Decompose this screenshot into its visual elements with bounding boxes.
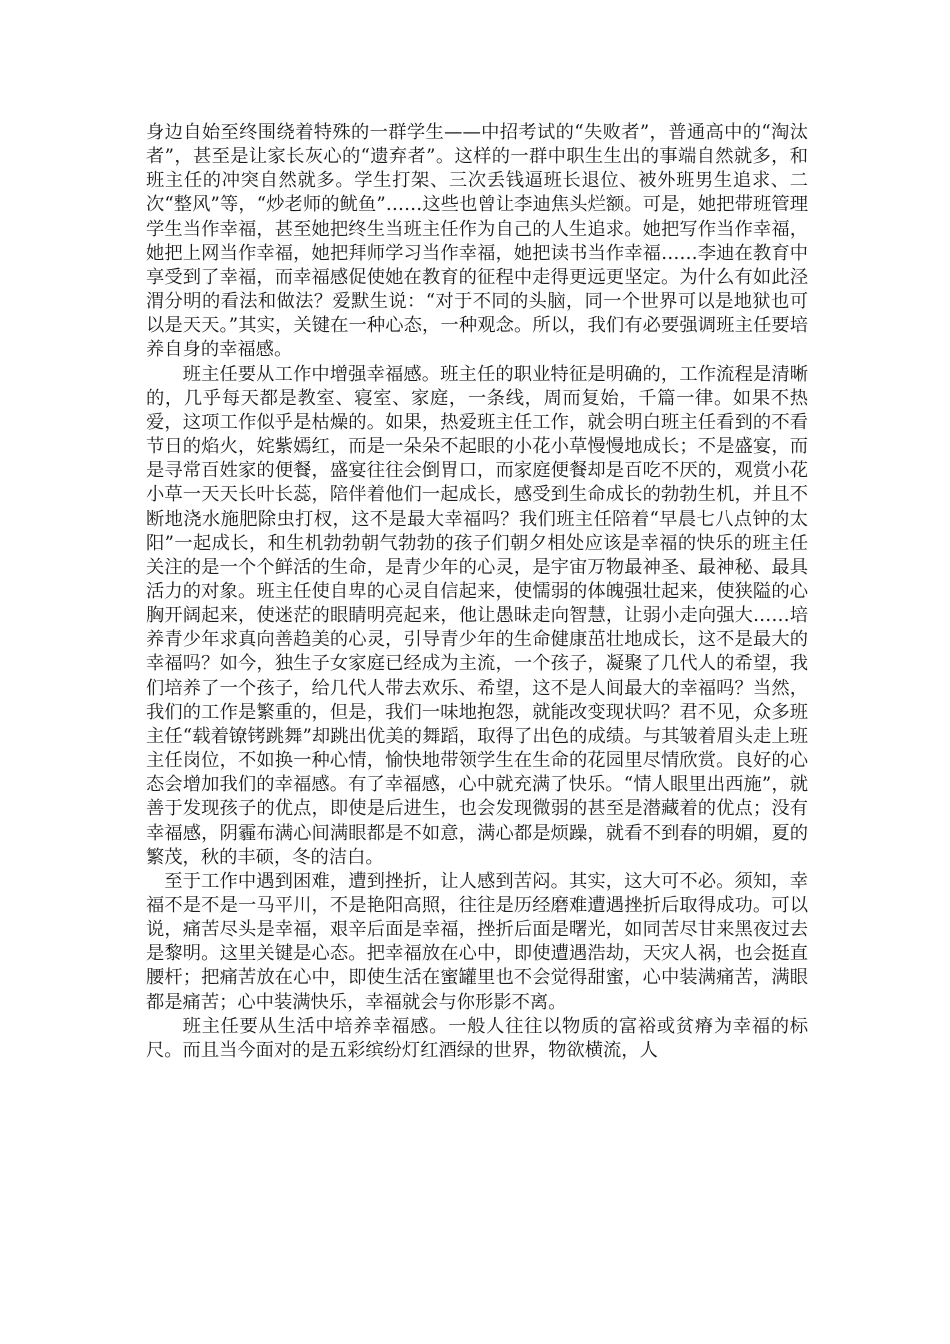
paragraph-difficulties: 至于工作中遇到困难，遭到挫折，让人感到苦闷。其实，这大可不必。须知，幸福不是不是一马平川，不是艳阳高照，往往是历经磨难遭遇挫折后取得成功。可以说，痛苦尽头是幸福，艰辛后面是幸福，挫折后面是曙光，如同苦尽甘来黑夜过去是黎明。这里关键是心态。把幸福放在心中，即使遭遇浩劫，天灾人祸，也会挺直腰杆；把痛苦放在心中，即使生活在蜜罐里也不会觉得甜蜜，心中装满痛苦，满眼都是痛苦；心中装满快乐，幸福就会与你形影不离。 bbox=[146, 870, 808, 1013]
paragraph-continuation: 身边自始至终围绕着特殊的一群学生——中招考试的“失败者”，普通高中的“淘汰者”，甚至是让家长灰心的“遗弃者”。这样的一群中职生生出的事端自然就多，和班主任的冲突自然就多。学生打架、三次丢钱逼班长退位、被外班男生追求、二次“整风”等，“炒老师的鱿鱼”……这些也曾让李迪焦头烂额。可是，她把带班管理学生当作幸福，甚至她把终生当班主任作为自己的人生追求。她把写作当作幸福，她把上网当作幸福，她把拜师学习当作幸福，她把读书当作幸福……李迪在教育中享受到了幸福，而幸福感促使她在教育的征程中走得更远更坚定。为什么有如此泾渭分明的看法和做法？爱默生说：“对于不同的头脑，同一个世界可以是地狱也可以是天天。”其实，关键在一种心态，一种观念。所以，我们有必要强调班主任要培养自身的幸福感。 bbox=[146, 122, 808, 361]
article-body bbox=[146, 121, 808, 1063]
paragraph-work-happiness: 班主任要从工作中增强幸福感。班主任的职业特征是明确的，工作流程是清晰的，几乎每天都是教室、寝室、家庭，一条线，周而复始，千篇一律。如果不热爱，这项工作似乎是枯燥的。如果，热爱班主任工作，就会明白班主任看到的不看节日的焰火，姹紫嫣红，而是一朵朵不起眼的小花小草慢慢地成长；不是盛宴，而是寻常百姓家的便餐，盛宴往往会倒胃口，而家庭便餐却是百吃不厌的，观赏小花小草一天天长叶长蕊，陪伴着他们一起成长，感受到生命成长的勃勃生机，并且不断地浇水施肥除虫打杈，这不是最大幸福吗？我们班主任陪着“早晨七八点钟的太阳”一起成长，和生机勃勃朝气勃勃的孩子们朝夕相处应该是幸福的快乐的班主任关注的是一个个鲜活的生命，是青少年的心灵，是宇宙万物最神圣、最神秘、最具活力的对象。班主任使自卑的心灵自信起来，使懦弱的体魄强壮起来，使狭隘的心胸开阔起来，使迷茫的眼睛明亮起来，他让愚昧走向智慧，让弱小走向强大……培养青少年求真向善趋美的心灵，引导青少年的生命健康茁壮地成长，这不是最大的幸福吗？如今，独生子女家庭已经成为主流，一个孩子，凝聚了几代人的希望，我们培养了一个孩子，给几代人带去欢乐、希望，这不是人间最大的幸福吗？当然，我们的工作是繁重的，但是，我们一味地抱怨，就能改变现状吗？君不见，众多班主任“载着镣铐跳舞”却跳出优美的舞蹈，取得了出色的成绩。与其皱着眉头走上班主任岗位，不如换一种心情，愉快地带领学生在生命的花园里尽情欣赏。良好的心态会增加我们的幸福感。有了幸福感，心中就充满了快乐。“情人眼里出西施”，就善于发现孩子的优点，即使是后进生，也会发现微弱的甚至是潜藏着的优点；没有幸福感，阴霾布满心间满眼都是不如意，满心都是烦躁，就看不到春的明媚，夏的繁茂，秋的丰硕，冬的洁白。 bbox=[146, 363, 808, 868]
paragraph-life-happiness: 班主任要从生活中培养幸福感。一般人往往以物质的富裕或贫瘠为幸福的标尺。而且当今面对的是五彩缤纷灯红酒绿的世界，物欲横流，人 bbox=[146, 1015, 808, 1061]
